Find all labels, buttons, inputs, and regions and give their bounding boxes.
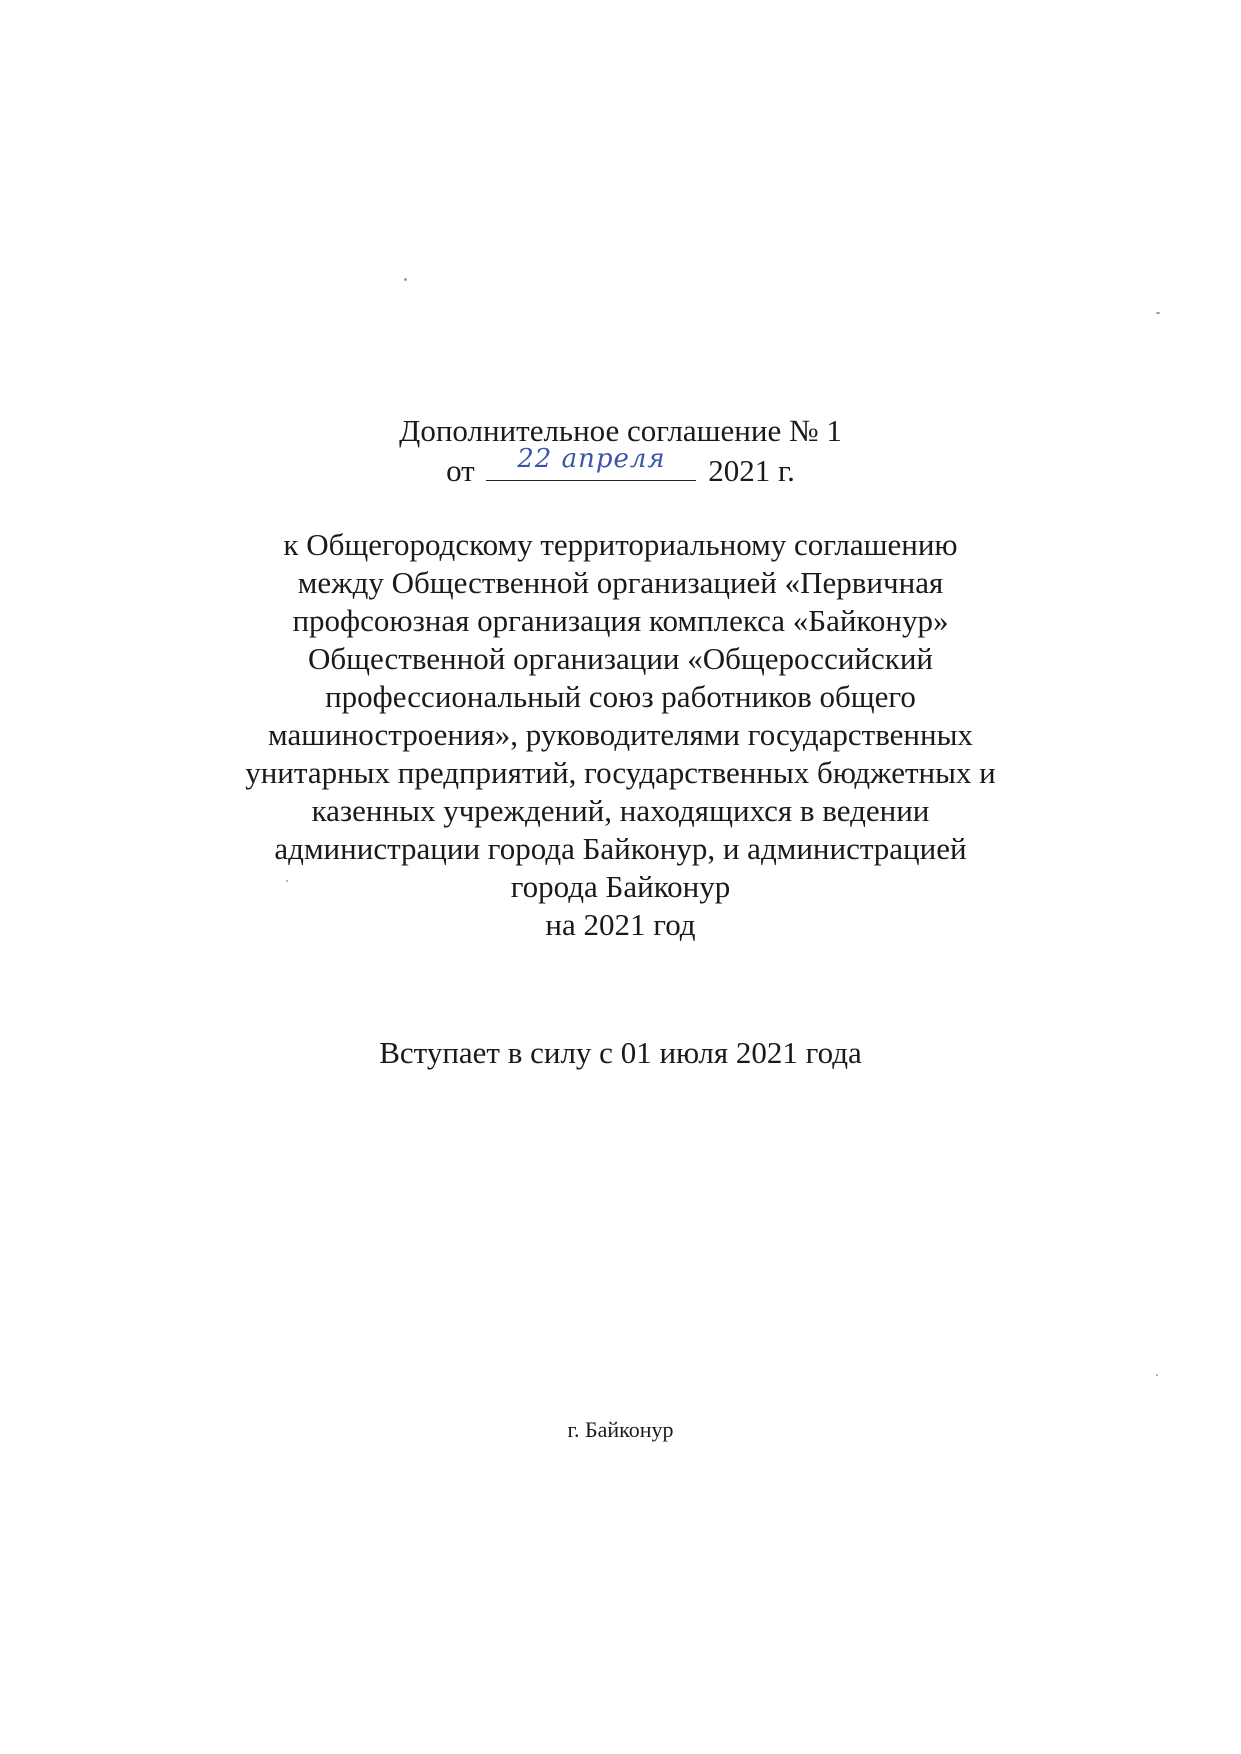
effective-date-statement: Вступает в силу с 01 июля 2021 года bbox=[379, 1035, 862, 1070]
date-blank-field bbox=[486, 444, 696, 481]
subject-line: казенных учреждений, находящихся в ведении bbox=[311, 793, 930, 828]
scan-speck bbox=[1156, 1374, 1158, 1376]
subject-line: унитарных предприятий, государственных бюджетных и bbox=[245, 755, 996, 790]
subject-line: на 2021 год bbox=[545, 907, 696, 942]
agreement-subject bbox=[0, 526, 1241, 944]
city-name: г. Байконур bbox=[567, 1417, 674, 1442]
subject-line: профсоюзная организация комплекса «Байконур» bbox=[292, 603, 949, 638]
document-title: Дополнительное соглашение № 1 bbox=[399, 413, 842, 448]
date-prefix: от bbox=[446, 453, 475, 488]
subject-line: администрации города Байконур, и администрацией bbox=[274, 831, 967, 866]
subject-line: к Общегородскому территориальному соглашению bbox=[283, 527, 958, 562]
subject-line: Общественной организации «Общероссийский bbox=[307, 641, 934, 676]
subject-line: города Байконур bbox=[510, 869, 731, 904]
subject-line: между Общественной организацией «Первичная bbox=[297, 565, 944, 600]
handwritten-date: 22 апреля bbox=[517, 444, 666, 474]
subject-line: машиностроения», руководителями государственных bbox=[268, 717, 973, 752]
scan-speck bbox=[404, 278, 407, 281]
document-header bbox=[0, 412, 1241, 490]
subject-line: профессиональный союз работников общего bbox=[325, 679, 916, 714]
date-suffix: 2021 г. bbox=[708, 453, 795, 488]
document-date-line bbox=[0, 444, 1241, 490]
scan-speck bbox=[1156, 312, 1160, 314]
